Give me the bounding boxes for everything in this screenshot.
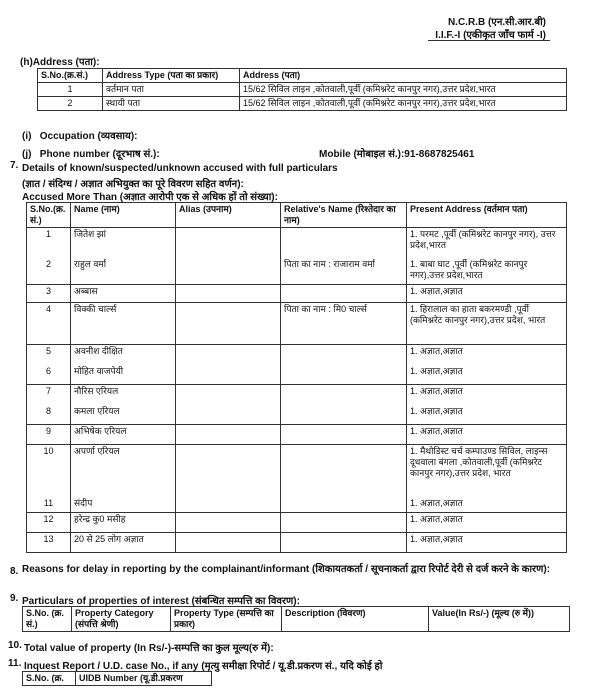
col-relative: Relative's Name (रिश्तेदार का नाम): [281, 203, 407, 228]
cell-name: जितेश झां: [71, 228, 176, 258]
cell-sno: 8: [27, 405, 71, 425]
cell-relative: [281, 513, 407, 533]
cell-address: 1. बाबा घाट ,पूर्वी (कमिश्नरेट कानपुर नगर),उत्तर प्रदेश,भारत: [407, 258, 567, 285]
section11-num: 11.: [8, 658, 22, 669]
cell-relative: [281, 445, 407, 497]
cell-sno: 12: [27, 513, 71, 533]
cell-address: 1. अज्ञात,अज्ञात: [407, 497, 567, 513]
cell-address: 1. अज्ञात,अज्ञात: [407, 345, 567, 365]
cell-sno: 13: [27, 533, 71, 553]
table-row: [27, 425, 567, 445]
cell-alias: [176, 345, 281, 365]
cell-relative: [281, 228, 407, 258]
cell-address: 1. मैथोडिस्ट चर्च कम्पाउण्ड सिविल, लाइन्स दूधवाला बंगला ,कोतवाली,पूर्वी (कमिश्नरेट कानपुर नगर),उत्तर प्रदेश, भारत: [407, 445, 567, 497]
cell-name: कमला एरियल: [71, 405, 176, 425]
section8-num: 8.: [10, 566, 19, 577]
col-sno: S.No. (क्र. सं.): [23, 607, 72, 632]
cell-alias: [176, 303, 281, 345]
table-row: [27, 258, 567, 285]
address-heading: (h)Address (पता):: [20, 57, 100, 68]
cell-name: अब्बास: [71, 285, 176, 303]
property-table: [22, 606, 570, 632]
col-address-type: Address Type (पता का प्रकार): [103, 69, 240, 83]
section7-title: Details of known/suspected/unknown accused with full particulars: [22, 163, 338, 174]
col-uidb-number: UIDB Number (यू.डी.प्रकरण: [76, 672, 212, 686]
table-row: [38, 83, 567, 97]
cell-alias: [176, 385, 281, 405]
table-row: [27, 533, 567, 553]
cell-alias: [176, 513, 281, 533]
cell-relative: [281, 533, 407, 553]
section10-text: Total value of property (In Rs/-)-सम्पत्ति का कुल मूल्य(रु में):: [24, 643, 274, 654]
cell-name: संदीप: [71, 497, 176, 513]
table-row: [27, 497, 567, 513]
table-row: [27, 513, 567, 533]
cell-relative: [281, 345, 407, 365]
table-row: [27, 385, 567, 405]
table-row: [27, 228, 567, 258]
col-property-type: Property Type (सम्पत्ति का प्रकार): [171, 607, 282, 632]
cell-address: 1. अज्ञात,अज्ञात: [407, 285, 567, 303]
col-present-address: Present Address (वर्तमान पता): [407, 203, 567, 228]
cell-alias: [176, 425, 281, 445]
cell-name: अभिषेक एरियल: [71, 425, 176, 445]
cell-name: अवनीश दीक्षित: [71, 345, 176, 365]
cell-sno: 9: [27, 425, 71, 445]
cell-address: 1. अज्ञात,अज्ञात: [407, 405, 567, 425]
cell-sno: 11: [27, 497, 71, 513]
cell: 15/62 सिविल लाइन ,कोतवाली,पूर्वी (कमिश्नरेट कानपुर नगर),उत्तर प्रदेश,भारत: [240, 83, 567, 97]
table-row: [27, 445, 567, 497]
cell-alias: [176, 228, 281, 258]
col-value: Value(In Rs/-) (मूल्य (रु में)): [429, 607, 570, 632]
cell: वर्तमान पता: [103, 83, 240, 97]
cell-name: नौरिस एरियल: [71, 385, 176, 405]
col-sno: S.No. (क्र.: [23, 672, 76, 686]
cell-sno: 4: [27, 303, 71, 345]
table-row: [27, 345, 567, 365]
header-ncrb: N.C.R.B (एन.सी.आर.बी): [447, 17, 546, 28]
cell-alias: [176, 445, 281, 497]
cell-alias: [176, 405, 281, 425]
cell: स्थायी पता: [103, 97, 240, 111]
cell-sno: 1: [27, 228, 71, 258]
phone-label: (j) Phone number (दूरभाष सं.):: [22, 149, 160, 160]
cell-name: अपर्णा एरियल: [71, 445, 176, 497]
section10-num: 10.: [8, 640, 22, 651]
col-sno: S.No.(क्र. सं.): [27, 203, 71, 228]
col-alias: Alias (उपनाम): [176, 203, 281, 228]
col-property-category: Property Category (संपत्ति श्रेणी): [72, 607, 171, 632]
mobile-label: Mobile (मोबाइल सं.):91-8687825461: [319, 149, 475, 160]
cell-address: 1. अज्ञात,अज्ञात: [407, 513, 567, 533]
cell-sno: 6: [27, 365, 71, 385]
cell-alias: [176, 365, 281, 385]
cell-sno: 3: [27, 285, 71, 303]
cell-address: 1. अज्ञात,अज्ञात: [407, 533, 567, 553]
cell-alias: [176, 533, 281, 553]
cell-relative: [281, 365, 407, 385]
cell-relative: [281, 497, 407, 513]
cell-sno: 10: [27, 445, 71, 497]
address-table: [37, 68, 567, 111]
cell-name: मोहित वाजपेयी: [71, 365, 176, 385]
cell-sno: 7: [27, 385, 71, 405]
cell-alias: [176, 497, 281, 513]
col-address: Address (पता): [240, 69, 567, 83]
section9-num: 9.: [10, 593, 19, 604]
accused-table: [26, 202, 567, 553]
cell-name: हरेन्द्र कु0 मसीह: [71, 513, 176, 533]
section11-text: Inquest Report / U.D. case No., if any (मृत्यु समीक्षा रिपोर्ट / यू.डी.प्रकरण सं., यदि कोई हो: [24, 661, 383, 672]
inquest-table: [22, 671, 212, 686]
section9-text: Particulars of properties of interest (संबन्धित सम्पत्ति का विवरण):: [22, 596, 300, 607]
section7-accused-more: Accused More Than (अज्ञात आरोपी एक से अधिक हों तो संख्या):: [22, 192, 278, 203]
table-row: [27, 365, 567, 385]
cell-alias: [176, 258, 281, 285]
section7-num: 7.: [10, 160, 19, 171]
occupation-label: (i) Occupation (व्यवसाय):: [22, 131, 138, 142]
table-row: [38, 97, 567, 111]
cell-name: विक्की चार्ल्स: [71, 303, 176, 345]
cell-sno: 2: [27, 258, 71, 285]
table-row: [27, 405, 567, 425]
section7-subtitle: (ज्ञात / संदिग्ध / अज्ञात अभियुक्त का पूरे विवरण सहित वर्णन):: [22, 179, 244, 190]
cell-alias: [176, 285, 281, 303]
cell-address: 1. अज्ञात,अज्ञात: [407, 385, 567, 405]
cell-name: 20 से 25 लोग अज्ञात: [71, 533, 176, 553]
cell-sno: 5: [27, 345, 71, 365]
header-rule: [428, 40, 550, 41]
cell-address: 1. अज्ञात,अज्ञात: [407, 425, 567, 445]
cell-address: 1. हिरालाल का हाता बकरमण्डी ,पूर्वी (कमिश्नरेट कानपुर नगर),उत्तर प्रदेश, भारत: [407, 303, 567, 345]
cell-address: 1. अज्ञात,अज्ञात: [407, 365, 567, 385]
cell-relative: [281, 425, 407, 445]
cell-relative: पिता का नाम : राजाराम वर्मा: [281, 258, 407, 285]
section8-text: Reasons for delay in reporting by the complainant/informant (शिकायतकर्ता / सूचनाकर्ता द्वारा रिपोर्ट देरी से दर्ज करने के कारण):: [22, 564, 551, 575]
col-description: Description (विवरण): [282, 607, 429, 632]
cell-relative: पिता का नाम : मि0 चार्ल्स: [281, 303, 407, 345]
table-row: [27, 285, 567, 303]
cell-address: 1. परमट ,पूर्वी (कमिश्नरेट कानपुर नगर), उत्तर प्रदेश,भारत: [407, 228, 567, 258]
cell: 15/62 सिविल लाइन ,कोतवाली,पूर्वी (कमिश्नरेट कानपुर नगर),उत्तर प्रदेश,भारत: [240, 97, 567, 111]
cell-relative: [281, 405, 407, 425]
cell: 1: [38, 83, 103, 97]
table-row: [27, 303, 567, 345]
cell-relative: [281, 285, 407, 303]
cell-relative: [281, 385, 407, 405]
cell: 2: [38, 97, 103, 111]
col-sno: S.No.(क्र.सं.): [38, 69, 103, 83]
cell-name: राहुल वर्मा: [71, 258, 176, 285]
header-iif: I.I.F.-I (एकीकृत जाँच फार्म -I): [435, 30, 546, 41]
col-name: Name (नाम): [71, 203, 176, 228]
